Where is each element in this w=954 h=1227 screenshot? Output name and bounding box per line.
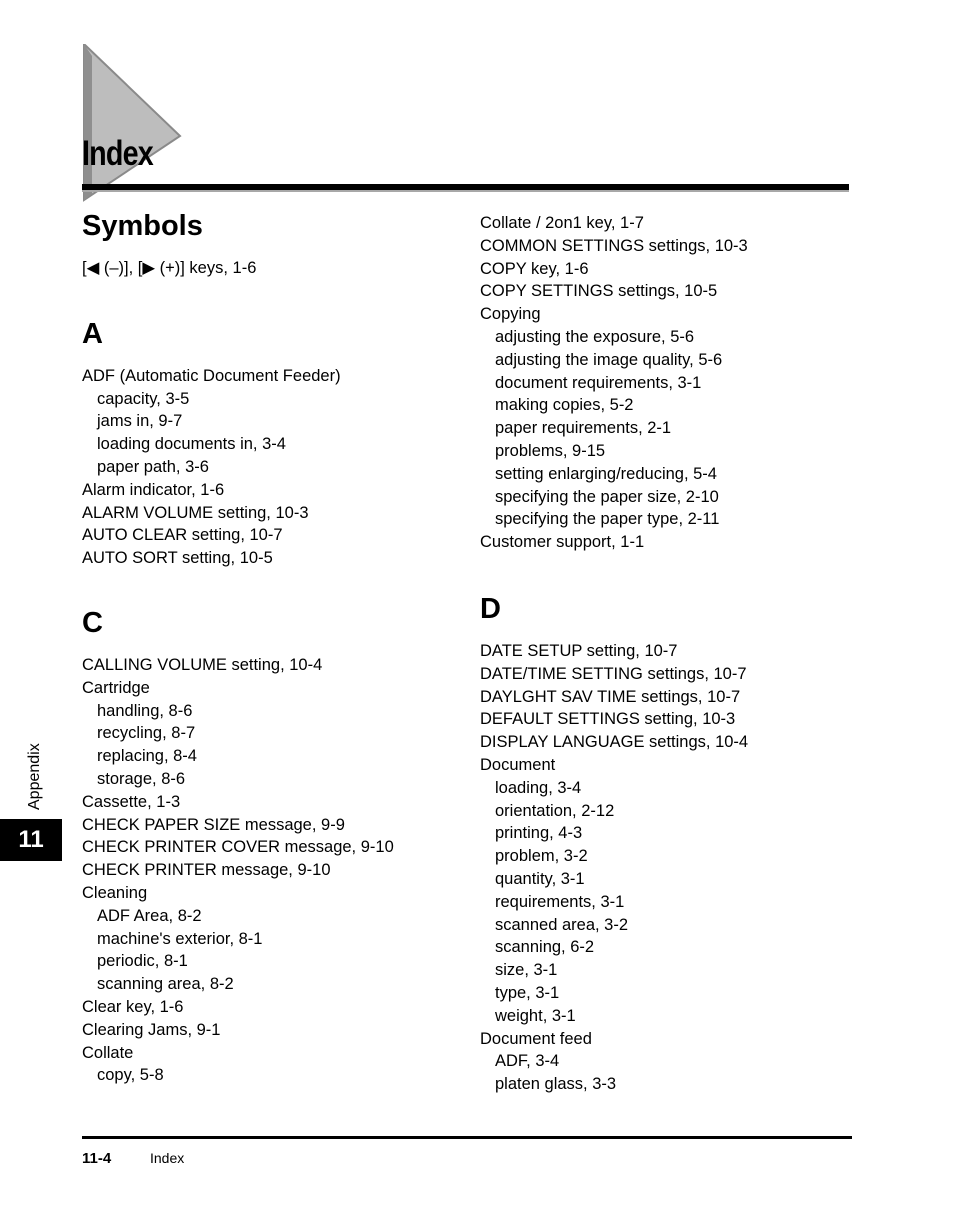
index-entry: COMMON SETTINGS settings, 10-3: [480, 236, 748, 255]
index-column-right: [480, 212, 850, 1096]
index-subentry: adjusting the image quality, 5-6: [495, 350, 723, 369]
index-entry: Clear key, 1-6: [82, 997, 184, 1016]
index-entry: CHECK PAPER SIZE message, 9-9: [82, 815, 345, 834]
index-entry: ADF (Automatic Document Feeder): [82, 366, 341, 385]
index-entry: Copying: [480, 305, 541, 324]
index-letter-heading: A: [82, 317, 103, 350]
index-subentry: orientation, 2-12: [495, 801, 615, 820]
index-subentry: replacing, 8-4: [97, 747, 197, 766]
section-side-label: Appendix: [26, 743, 43, 810]
footer-page-number: 11-4: [82, 1150, 112, 1167]
index-subentry: quantity, 3-1: [495, 869, 585, 888]
heading-spacer: [480, 626, 850, 640]
index-entry: COPY key, 1-6: [480, 259, 589, 278]
index-entry: Clearing Jams, 9-1: [82, 1020, 221, 1039]
index-column-left: [82, 205, 452, 1087]
chapter-triangle-graphic: [82, 44, 182, 204]
index-subentry: document requirements, 3-1: [495, 373, 702, 392]
index-subentry: handling, 8-6: [97, 701, 193, 720]
index-subentry: jams in, 9-7: [97, 412, 183, 431]
index-subentry: loading documents in, 3-4: [97, 435, 286, 454]
index-subentry: copy, 5-8: [97, 1066, 164, 1085]
index-subentry: scanning, 6-2: [495, 938, 595, 957]
index-subentry: printing, 4-3: [495, 824, 583, 843]
index-entry: DISPLAY LANGUAGE settings, 10-4: [480, 733, 749, 752]
index-subentry: specifying the paper type, 2-11: [495, 510, 720, 529]
index-subentry: capacity, 3-5: [97, 389, 190, 408]
index-entry: [◀ (–)], [▶ (+)] keys, 1-6: [82, 259, 257, 277]
index-subentry: problems, 9-15: [495, 441, 606, 460]
index-entry: Collate: [82, 1043, 134, 1062]
index-subentry: scanning area, 8-2: [97, 975, 234, 994]
index-entry: Document: [480, 755, 556, 774]
page-title: Index: [82, 134, 153, 173]
index-subentry: problem, 3-2: [495, 847, 588, 866]
index-subentry: ADF Area, 8-2: [97, 906, 202, 925]
index-letter-heading: Symbols: [82, 210, 203, 242]
index-entry: DEFAULT SETTINGS setting, 10-3: [480, 710, 736, 729]
index-subentry: ADF, 3-4: [495, 1052, 560, 1071]
index-entry: DATE/TIME SETTING settings, 10-7: [480, 664, 747, 683]
index-subentry: weight, 3-1: [495, 1006, 576, 1025]
index-subentry: machine's exterior, 8-1: [97, 929, 263, 948]
heading-spacer: [82, 351, 452, 365]
index-subentry: periodic, 8-1: [97, 952, 188, 971]
heading-spacer: [82, 243, 452, 257]
footer-rule: [82, 1136, 852, 1139]
index-subentry: specifying the paper size, 2-10: [495, 487, 719, 506]
index-entry: Cleaning: [82, 883, 148, 902]
index-subentry: storage, 8-6: [97, 769, 186, 788]
index-subentry: making copies, 5-2: [495, 396, 634, 415]
index-subentry: loading, 3-4: [495, 778, 582, 797]
index-letter-heading: C: [82, 606, 103, 639]
index-entry: DATE SETUP setting, 10-7: [480, 641, 678, 660]
header-rule-shadow: [82, 190, 849, 192]
index-entry: CHECK PRINTER COVER message, 9-10: [82, 838, 394, 857]
index-subentry: scanned area, 3-2: [495, 915, 629, 934]
index-entry: AUTO CLEAR setting, 10-7: [82, 526, 283, 545]
index-entry: Document feed: [480, 1029, 592, 1048]
index-subentry: requirements, 3-1: [495, 892, 625, 911]
index-subentry: adjusting the exposure, 5-6: [495, 327, 695, 346]
footer-section-name: Index: [150, 1150, 185, 1166]
index-subentry: recycling, 8-7: [97, 724, 196, 743]
index-entry: Cartridge: [82, 678, 150, 697]
index-entry: Alarm indicator, 1-6: [82, 480, 225, 499]
index-entry: COPY SETTINGS settings, 10-5: [480, 282, 718, 301]
index-subentry: paper requirements, 2-1: [495, 419, 672, 438]
heading-spacer: [82, 640, 452, 654]
index-subentry: size, 3-1: [495, 961, 558, 980]
index-entry: Cassette, 1-3: [82, 792, 181, 811]
index-entry: DAYLGHT SAV TIME settings, 10-7: [480, 687, 741, 706]
index-entry: ALARM VOLUME setting, 10-3: [82, 503, 309, 522]
chapter-tab: 11: [0, 819, 62, 861]
index-subentry: setting enlarging/reducing, 5-4: [495, 464, 717, 483]
index-entry: Collate / 2on1 key, 1-7: [480, 214, 644, 232]
index-entry: CALLING VOLUME setting, 10-4: [82, 655, 323, 674]
index-subentry: type, 3-1: [495, 983, 560, 1002]
index-subentry: paper path, 3-6: [97, 457, 209, 476]
index-entry: CHECK PRINTER message, 9-10: [82, 861, 331, 880]
index-letter-heading: D: [480, 592, 501, 625]
index-entry: Customer support, 1-1: [480, 533, 645, 552]
index-subentry: platen glass, 3-3: [495, 1075, 617, 1094]
index-entry: AUTO SORT setting, 10-5: [82, 549, 273, 568]
